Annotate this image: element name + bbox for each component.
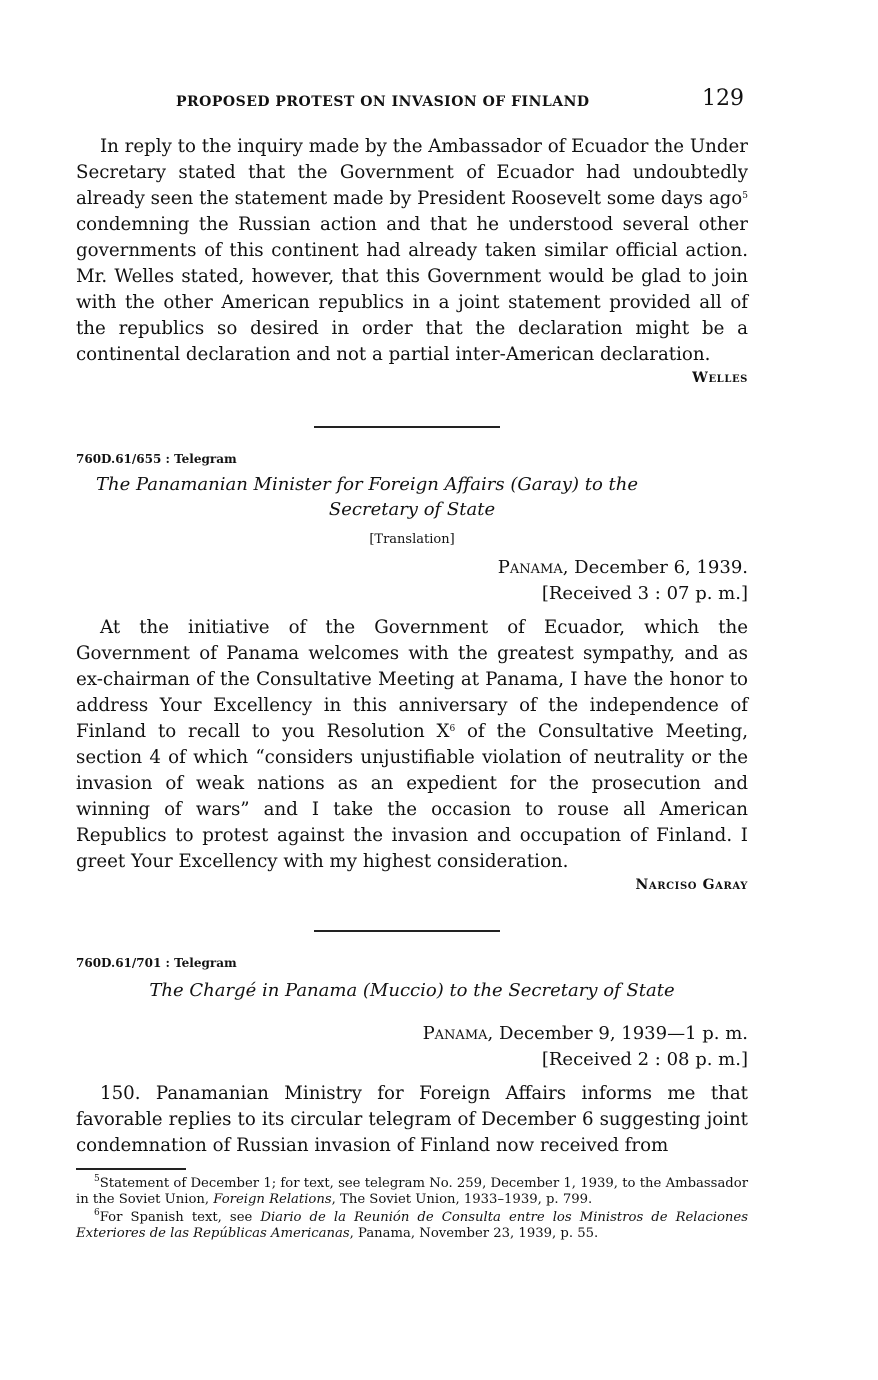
running-head	[76, 86, 748, 116]
translation-note: [Translation]	[369, 532, 455, 547]
dateline-place: Panama	[422, 1023, 488, 1044]
footnote-mark: 6	[94, 1208, 100, 1218]
dateline	[76, 555, 748, 581]
page-number: 129	[702, 86, 744, 111]
muccio-paragraph: 150. Panamanian Ministry for Foreign Affairs informs me that favorable replies to its circular telegram of December 6 suggesting joint condemnation of Russian invasion of Finland now received from	[76, 1083, 748, 1156]
dateline	[76, 1021, 748, 1047]
doc-title-line2: Secretary of State	[328, 499, 496, 520]
running-title: PROPOSED PROTEST ON INVASION OF FINLAND	[176, 94, 590, 110]
footnote-text: Statement of December 1; for text, see telegram No. 259, December 1, 1939, to the Ambassador in the Soviet Union,	[76, 1176, 748, 1207]
footnote-ref-5: 5	[742, 191, 748, 201]
document-garay	[76, 452, 748, 893]
paragraph-text: In reply to the inquiry made by the Ambassador of Ecuador the Under Secretary stated that the Government of Ecuador had undoubtedly already seen the statement made by President Roosevelt some days ago	[76, 136, 748, 209]
footnote-rule	[76, 1168, 186, 1170]
footnote-text: , Panama, November 23, 1939, p. 55.	[349, 1226, 599, 1241]
footnote-text: , The Soviet Union, 1933–1939, p. 799.	[331, 1192, 593, 1207]
footnote-mark: 5	[94, 1174, 100, 1184]
doc-id: 760D.61/655 : Telegram	[76, 452, 237, 466]
footnote-5	[76, 1176, 748, 1208]
signature-garay: Narciso Garay	[635, 877, 748, 893]
footnote-6	[76, 1210, 748, 1242]
doc-title-line1: The Panamanian Minister for Foreign Affairs (Garay) to the	[96, 474, 638, 495]
received-time: [Received 3 : 07 p. m.]	[541, 583, 748, 604]
footnote-text: For Spanish text, see	[99, 1210, 261, 1225]
welles-paragraph	[76, 134, 748, 368]
doc-id: 760D.61/701 : Telegram	[76, 956, 237, 970]
received-time: [Received 2 : 08 p. m.]	[541, 1049, 748, 1070]
garay-paragraph	[76, 615, 748, 875]
footnote-italic: Foreign Relations	[213, 1192, 332, 1207]
footnotes	[76, 1176, 748, 1242]
paragraph-text: of the Consultative Meeting, section 4 of which “considers unjustifiable violation of neutrality or the invasion of weak nations as an expedient for the prosecution and winning of wars” and I take the occasion to rouse all American Republics to protest against the invasion and occupation of Finland. I greet Your Excellency with my highest consideration.	[76, 721, 749, 872]
document-muccio	[76, 956, 748, 1159]
paragraph-text: condemning the Russian action and that he understood several other governments of this continent had already taken similar official action. Mr. Welles stated, however, that this Government would be glad to join with the other American republics in a joint statement provided all of the republics so desired in order that the declaration might be a continental declaration and not a partial inter-American declaration.	[76, 214, 748, 365]
footnote-ref-6: 6	[449, 724, 456, 734]
footnote-italic: Diario de la Reunión de Consulta entre los Ministros de Relaciones Exteriores de las Repúblicas Americanas	[76, 1210, 748, 1241]
section-divider	[314, 426, 500, 428]
paragraph-text: At the initiative of the Government of Ecuador, which the Government of Panama welcomes with the greatest sympathy, and as ex-chairman of the Consultative Meeting at Panama, I have the honor to address Your Excellency in this anniversary of the independence of Finland to recall to you Resolution X	[76, 617, 748, 742]
dateline-date: , December 6, 1939.	[562, 557, 748, 578]
doc-title: The Chargé in Panama (Muccio) to the Secretary of State	[149, 980, 675, 1001]
section-divider	[314, 930, 500, 932]
welles-section	[76, 134, 748, 386]
signature-welles: Welles	[692, 370, 748, 386]
dateline-date: , December 9, 1939—1 p. m.	[487, 1023, 748, 1044]
dateline-place: Panama	[497, 557, 563, 578]
